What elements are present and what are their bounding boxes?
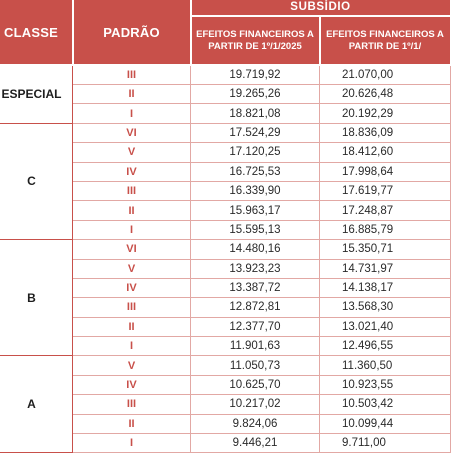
padrao-cell: I (73, 434, 191, 453)
value-next-cell: 17.998,64 (320, 162, 451, 181)
value-next-cell: 13.021,40 (320, 317, 451, 336)
classe-cell: A (0, 356, 73, 453)
header-padrao: PADRÃO (73, 0, 191, 65)
value-2025-cell: 11.050,73 (191, 356, 320, 375)
header-classe: CLASSE (0, 0, 73, 65)
header-subsidio: SUBSÍDIO (191, 0, 451, 16)
value-next-cell: 20.192,29 (320, 104, 451, 123)
value-next-cell: 10.099,44 (320, 414, 451, 433)
value-next-cell: 13.568,30 (320, 298, 451, 317)
value-next-cell: 18.412,60 (320, 143, 451, 162)
value-2025-cell: 13.387,72 (191, 278, 320, 297)
table-row (0, 356, 451, 375)
value-2025-cell: 13.923,23 (191, 259, 320, 278)
value-2025-cell: 14.480,16 (191, 240, 320, 259)
table-header (0, 0, 451, 65)
padrao-cell: IV (73, 162, 191, 181)
padrao-cell: VI (73, 240, 191, 259)
padrao-cell: III (73, 395, 191, 414)
value-next-cell: 14.138,17 (320, 278, 451, 297)
value-next-cell: 11.360,50 (320, 356, 451, 375)
value-2025-cell: 18.821,08 (191, 104, 320, 123)
value-next-cell: 18.836,09 (320, 123, 451, 142)
value-2025-cell: 16.725,53 (191, 162, 320, 181)
table-row (0, 123, 451, 142)
value-next-cell: 21.070,00 (320, 65, 451, 85)
padrao-cell: VI (73, 123, 191, 142)
value-next-cell: 10.923,55 (320, 375, 451, 394)
value-next-cell: 17.619,77 (320, 181, 451, 200)
header-col-next: EFEITOS FINANCEIROS A PARTIR DE 1º/1/ (320, 16, 451, 65)
value-next-cell: 16.885,79 (320, 220, 451, 239)
value-2025-cell: 17.524,29 (191, 123, 320, 142)
value-next-cell: 20.626,48 (320, 85, 451, 104)
value-2025-cell: 17.120,25 (191, 143, 320, 162)
value-2025-cell: 9.446,21 (191, 434, 320, 453)
value-next-cell: 10.503,42 (320, 395, 451, 414)
padrao-cell: III (73, 65, 191, 85)
value-2025-cell: 9.824,06 (191, 414, 320, 433)
padrao-cell: II (73, 201, 191, 220)
padrao-cell: V (73, 143, 191, 162)
value-2025-cell: 19.719,92 (191, 65, 320, 85)
value-2025-cell: 10.625,70 (191, 375, 320, 394)
value-next-cell: 15.350,71 (320, 240, 451, 259)
table-body (0, 65, 451, 453)
header-col-2025: EFEITOS FINANCEIROS A PARTIR DE 1º/1/2025 (191, 16, 320, 65)
value-next-cell: 14.731,97 (320, 259, 451, 278)
padrao-cell: I (73, 104, 191, 123)
value-2025-cell: 15.595,13 (191, 220, 320, 239)
value-2025-cell: 19.265,26 (191, 85, 320, 104)
classe-cell: ESPECIAL (0, 65, 73, 123)
table-row (0, 240, 451, 259)
padrao-cell: II (73, 317, 191, 336)
padrao-cell: III (73, 298, 191, 317)
value-next-cell: 9.711,00 (320, 434, 451, 453)
value-2025-cell: 11.901,63 (191, 337, 320, 356)
padrao-cell: V (73, 259, 191, 278)
padrao-cell: V (73, 356, 191, 375)
table-row (0, 65, 451, 85)
value-2025-cell: 15.963,17 (191, 201, 320, 220)
padrao-cell: II (73, 85, 191, 104)
classe-cell: C (0, 123, 73, 239)
padrao-cell: I (73, 337, 191, 356)
value-2025-cell: 12.872,81 (191, 298, 320, 317)
value-2025-cell: 12.377,70 (191, 317, 320, 336)
padrao-cell: IV (73, 375, 191, 394)
value-2025-cell: 10.217,02 (191, 395, 320, 414)
value-2025-cell: 16.339,90 (191, 181, 320, 200)
value-next-cell: 12.496,55 (320, 337, 451, 356)
padrao-cell: IV (73, 278, 191, 297)
classe-cell: B (0, 240, 73, 356)
value-next-cell: 17.248,87 (320, 201, 451, 220)
padrao-cell: III (73, 181, 191, 200)
padrao-cell: II (73, 414, 191, 433)
padrao-cell: I (73, 220, 191, 239)
